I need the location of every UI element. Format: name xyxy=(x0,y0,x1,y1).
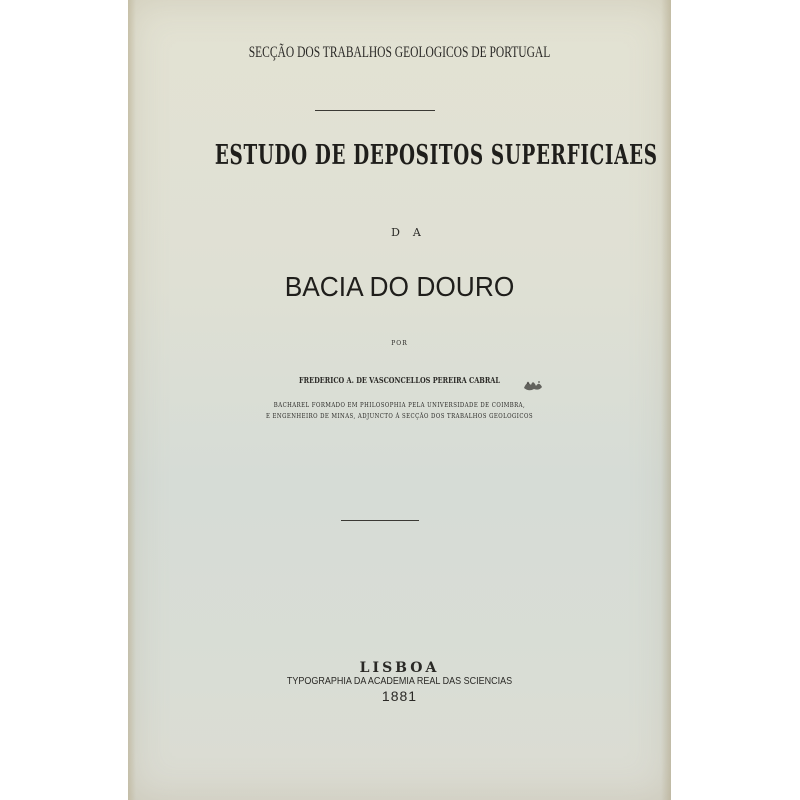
author-name: FREDERICO A. DE VASCONCELLOS PEREIRA CABRAL xyxy=(299,375,500,385)
page-edge-right xyxy=(661,0,671,800)
imprint-press: TYPOGRAPHIA DA ACADEMIA REAL DAS SCIENCIAS xyxy=(286,676,513,687)
document-subtitle: BACIA DO DOURO xyxy=(284,271,515,302)
document-title: ESTUDO DE DEPOSITOS SUPERFICIAES xyxy=(214,140,658,171)
imprint-year: 1881 xyxy=(381,688,418,704)
title-page xyxy=(128,0,671,800)
author-credential-line: E ENGENHEIRO DE MINAS, ADJUNCTO Á SECÇÃO DOS TRABALHOS GEOLOGICOS xyxy=(265,413,534,420)
divider-top xyxy=(315,110,435,111)
imprint-city: LISBOA xyxy=(359,660,440,676)
title-connector: DA xyxy=(391,226,434,239)
byline-label: POR xyxy=(391,340,408,347)
author-credential-line: BACHAREL FORMADO EM PHILOSOPHIA PELA UNIVERSIDADE DE COIMBRA, xyxy=(273,402,526,409)
page-edge-left xyxy=(128,0,136,800)
section-header: SECÇÃO DOS TRABALHOS GEOLOGICOS DE PORTUGAL xyxy=(248,44,551,61)
ink-blot-mark xyxy=(522,377,544,393)
divider-bottom xyxy=(341,520,419,521)
